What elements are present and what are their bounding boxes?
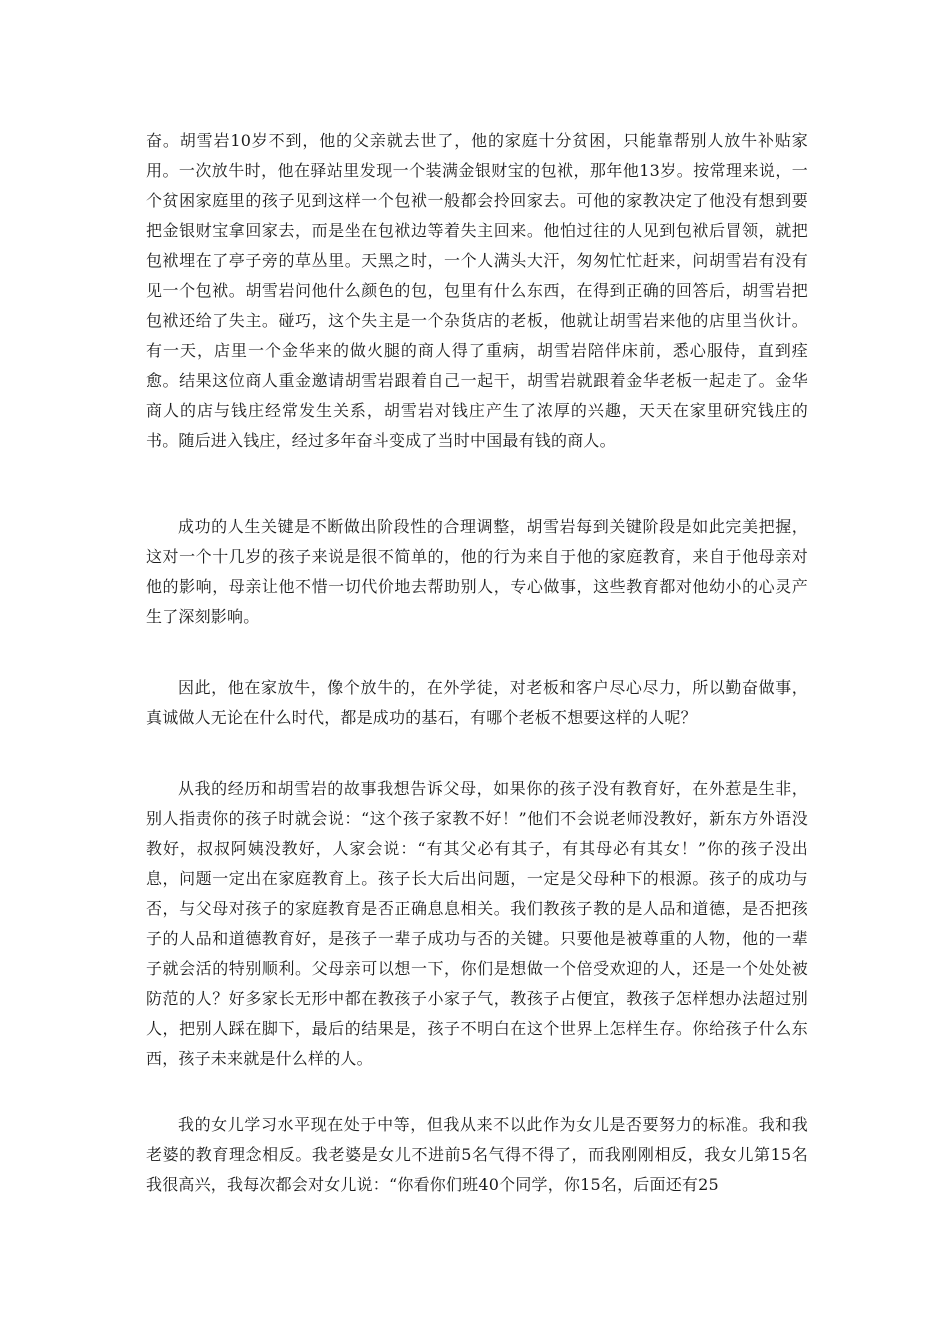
- paragraph-advice-to-parents: 从我的经历和胡雪岩的故事我想告诉父母，如果你的孩子没有教育好，在外惹是生非，别人指责你的孩子时就会说：“这个孩子家教不好！”他们不会说老师没教好，新东方外语没教好，叔叔阿姨没教好，人家会说：“有其父必有其子，有其母必有其女！”你的孩子没出息，问题一定出在家庭教育上。孩子长大后出问题，一定是父母种下的根源。孩子的成功与否，与父母对孩子的家庭教育是否正确息息相关。我们教孩子教的是人品和道德，是否把孩子的人品和道德教育好，是孩子一辈子成功与否的关键。只要他是被尊重的人物，他的一辈子就会活的特别顺利。父母亲可以想一下，你们是想做一个倍受欢迎的人，还是一个处处被防范的人？好多家长无形中都在教孩子小家子气，教孩子占便宜，教孩子怎样想办法超过别人，把别人踩在脚下，最后的结果是，孩子不明白在这个世界上怎样生存。你给孩子什么东西，孩子未来就是什么样的人。: [146, 779, 808, 1068]
- paragraph-diligence: 因此，他在家放牛，像个放牛的，在外学徒，对老板和客户尽心尽力，所以勤奋做事，真诚做人无论在什么时代，都是成功的基石，有哪个老板不想要这样的人呢？: [146, 678, 808, 727]
- paragraph-daughter-ranking: 我的女儿学习水平现在处于中等，但我从来不以此作为女儿是否要努力的标准。我和我老婆的教育理念相反。我老婆是女儿不进前5名气得不得了，而我刚刚相反，我女儿第15名我很高兴，我每次都会对女儿说：“你看你们班40个同学，你15名，后面还有25: [146, 1115, 808, 1194]
- paragraph-success-key: 成功的人生关键是不断做出阶段性的合理调整，胡雪岩每到关键阶段是如此完美把握，这对一个十几岁的孩子来说是很不简单的，他的行为来自于他的家庭教育，来自于他母亲对他的影响，母亲让他不惜一切代价地去帮助别人，专心做事，这些教育都对他幼小的心灵产生了深刻影响。: [146, 517, 808, 626]
- paragraph-hu-xueyan-story: 奋。胡雪岩10岁不到，他的父亲就去世了，他的家庭十分贫困，只能靠帮别人放牛补贴家用。一次放牛时，他在驿站里发现一个装满金银财宝的包袱，那年他13岁。按常理来说，一个贫困家庭里的孩子见到这样一个包袱一般都会拎回家去。可他的家教决定了他没有想到要把金银财宝拿回家去，而是坐在包袱边等着失主回来。他怕过往的人见到包袱后冒领，就把包袱埋在了亭子旁的草丛里。天黑之时，一个人满头大汗，匆匆忙忙赶来，问胡雪岩有没有见一个包袱。胡雪岩问他什么颜色的包，包里有什么东西，在得到正确的回答后，胡雪岩把包袱还给了失主。碰巧，这个失主是一个杂货店的老板，他就让胡雪岩来他的店里当伙计。有一天，店里一个金华来的做火腿的商人得了重病，胡雪岩陪伴床前，悉心服侍，直到痊愈。结果这位商人重金邀请胡雪岩跟着自己一起干，胡雪岩就跟着金华老板一起走了。金华商人的店与钱庄经常发生关系，胡雪岩对钱庄产生了浓厚的兴趣，天天在家里研究钱庄的书。随后进入钱庄，经过多年奋斗变成了当时中国最有钱的商人。: [146, 131, 808, 450]
